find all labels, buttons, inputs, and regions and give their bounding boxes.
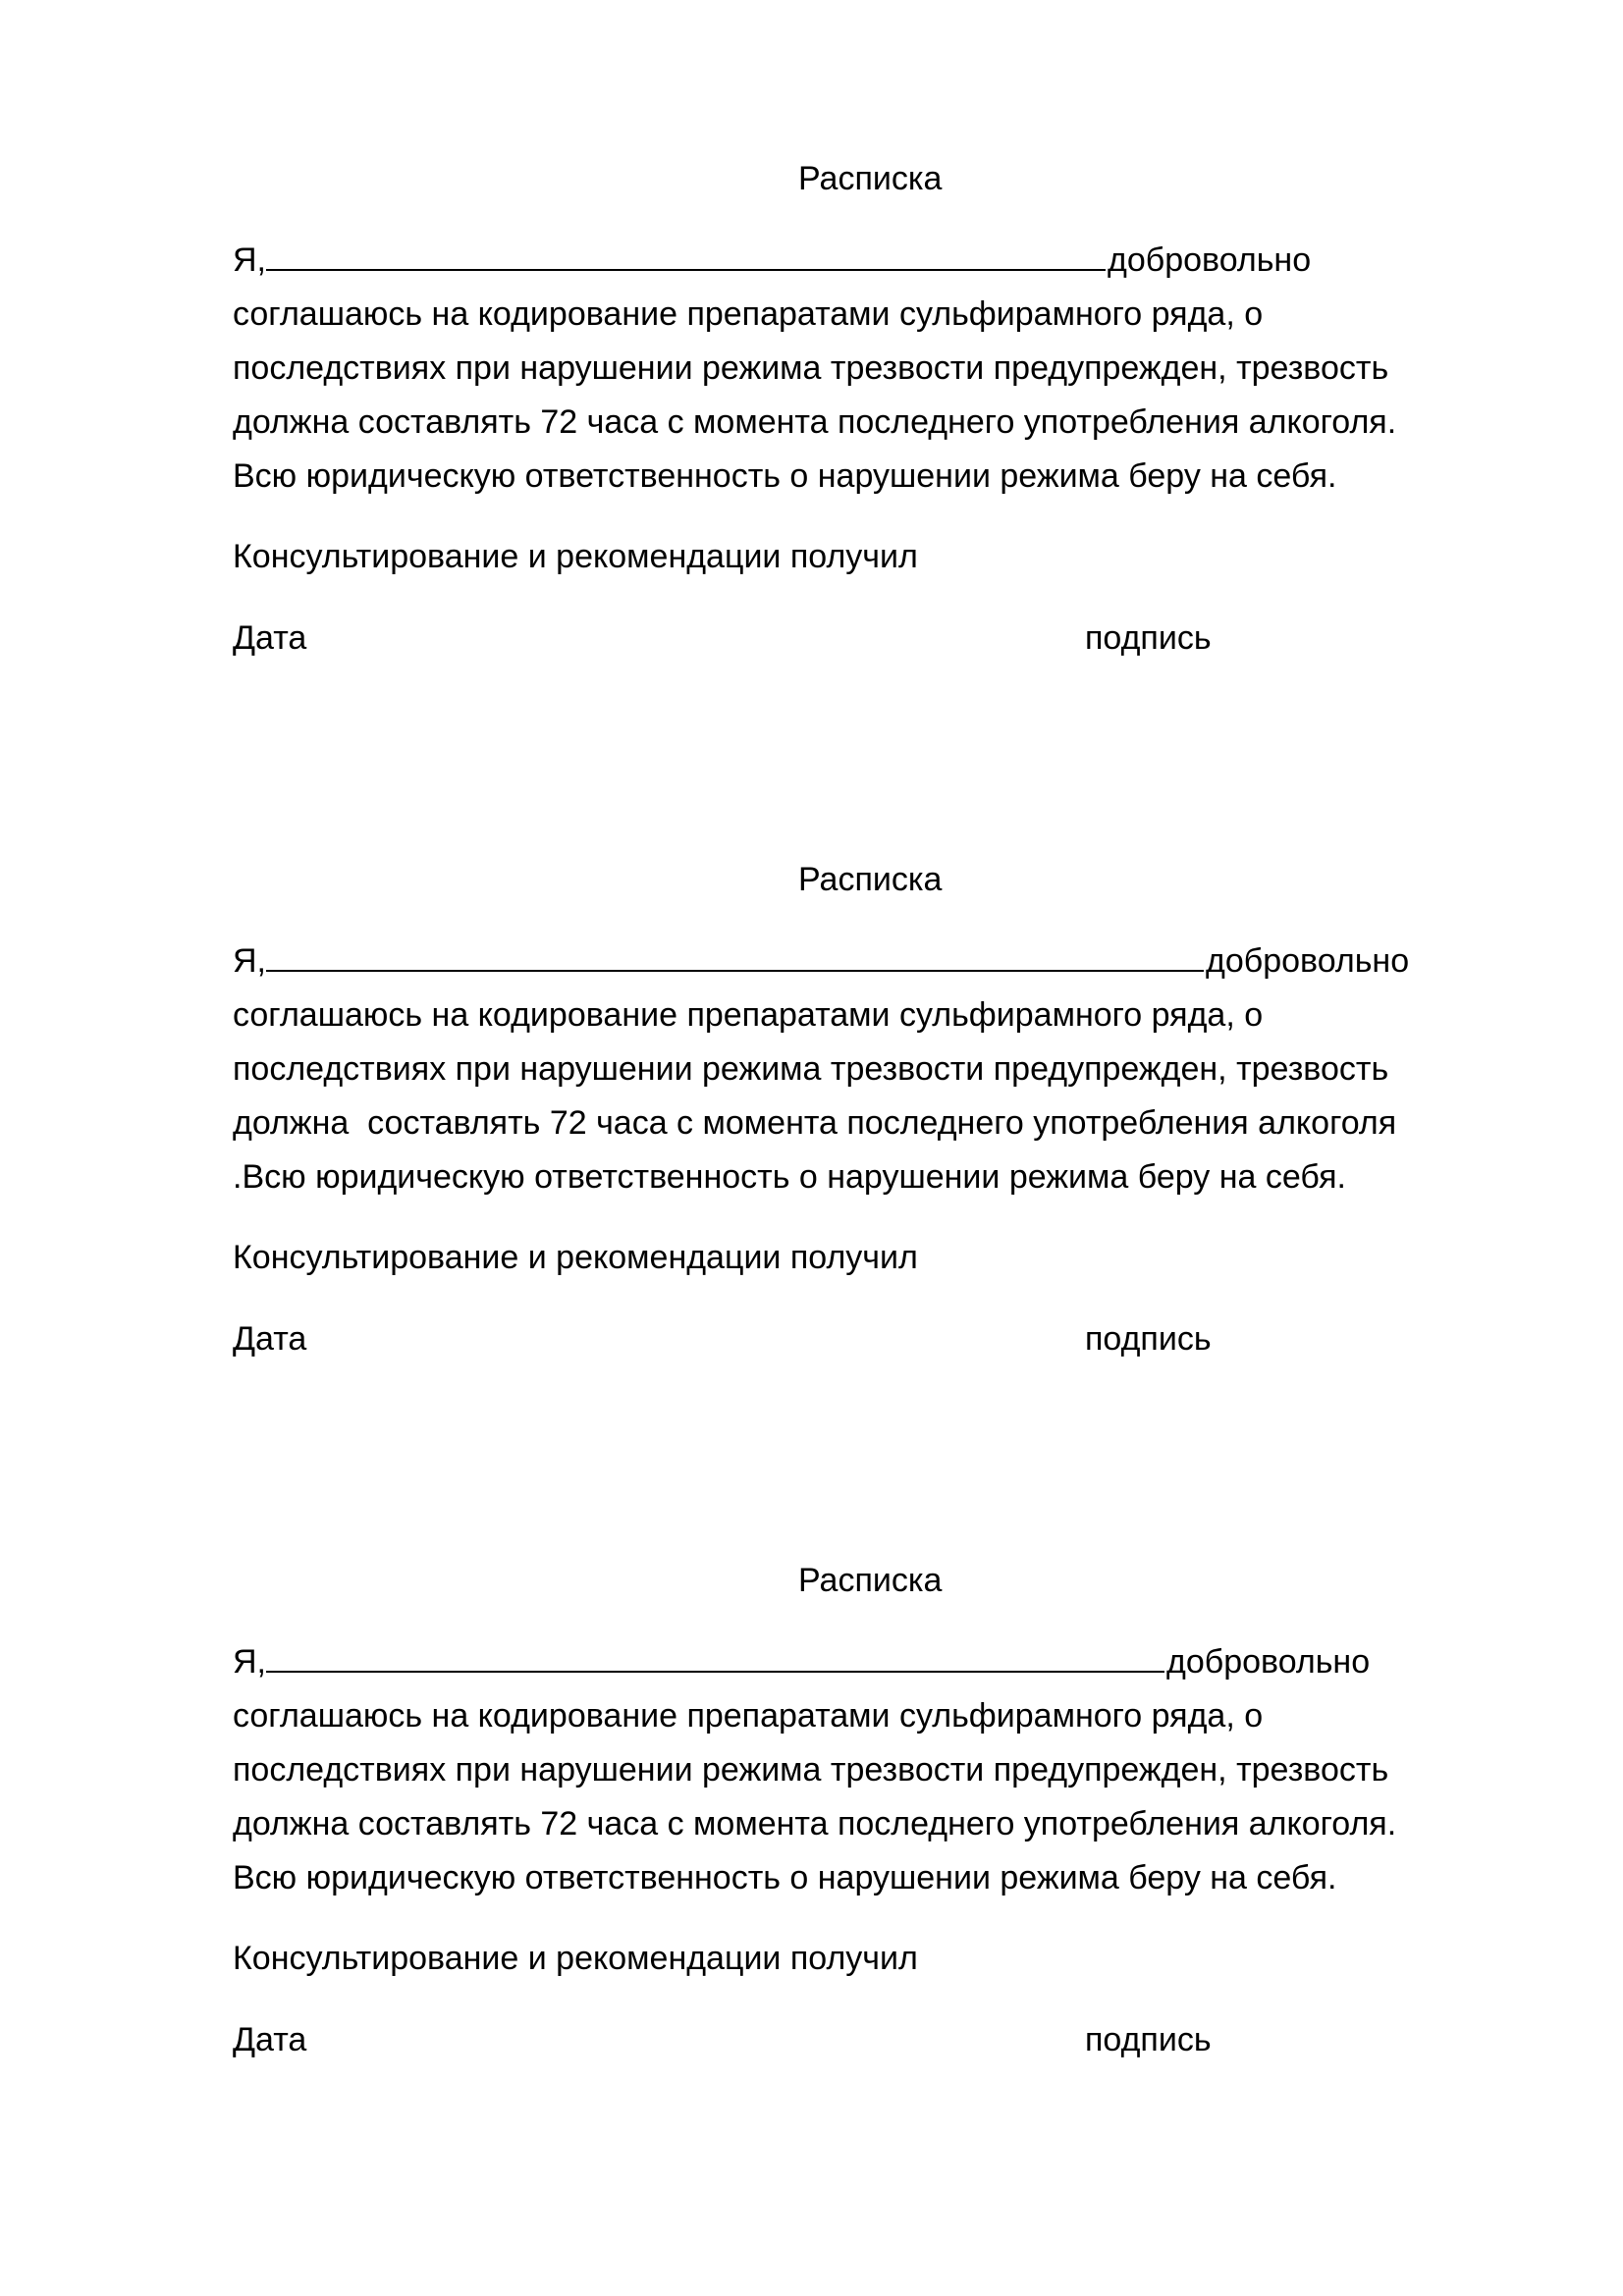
date-label: Дата xyxy=(233,2021,307,2058)
consultation-line: Консультирование и рекомендации получил xyxy=(233,1940,918,1977)
name-suffix: добровольно xyxy=(1108,241,1312,279)
body-line: должна составлять 72 часа с момента последнего употребления алкоголя. xyxy=(233,403,1397,441)
body-line: Всю юридическую ответственность о нарушении режима беру на себя. xyxy=(233,1859,1337,1896)
signature-label: подпись xyxy=(1085,619,1212,657)
name-blank-line xyxy=(266,936,1204,972)
body-line: последствиях при нарушении режима трезвости предупрежден, трезвость xyxy=(233,1751,1389,1789)
receipt-body xyxy=(233,234,1509,504)
receipt-footer xyxy=(233,1312,1313,1366)
signature-label: подпись xyxy=(1085,2021,1212,2058)
name-suffix: добровольно xyxy=(1206,942,1410,980)
signature-label: подпись xyxy=(1085,1320,1212,1358)
body-line: соглашаюсь на кодирование препаратами сульфирамного ряда, о xyxy=(233,996,1264,1034)
consultation-line: Консультирование и рекомендации получил xyxy=(233,538,918,575)
receipt-title: Расписка xyxy=(798,861,943,898)
name-prefix: Я, xyxy=(233,942,266,980)
name-prefix: Я, xyxy=(233,1643,266,1681)
body-line: соглашаюсь на кодирование препаратами сульфирамного ряда, о xyxy=(233,295,1264,333)
date-label: Дата xyxy=(233,1320,307,1358)
receipt-footer xyxy=(233,612,1313,666)
receipt-footer xyxy=(233,2013,1313,2067)
name-line xyxy=(233,934,1509,988)
body-line: Всю юридическую ответственность о нарушении режима беру на себя. xyxy=(233,457,1337,495)
body-line: должна составлять 72 часа с момента последнего употребления алкоголя xyxy=(233,1104,1397,1142)
name-blank-line xyxy=(266,236,1106,271)
name-suffix: добровольно xyxy=(1166,1643,1371,1681)
body-line: соглашаюсь на кодирование препаратами сульфирамного ряда, о xyxy=(233,1697,1264,1735)
name-prefix: Я, xyxy=(233,241,266,279)
name-line xyxy=(233,234,1509,288)
name-blank-line xyxy=(266,1637,1164,1673)
consultation-line: Консультирование и рекомендации получил xyxy=(233,1239,918,1276)
body-line: последствиях при нарушении режима трезвости предупрежден, трезвость xyxy=(233,1050,1389,1088)
body-line: последствиях при нарушении режима трезвости предупрежден, трезвость xyxy=(233,349,1389,387)
receipt-body xyxy=(233,934,1509,1204)
receipt-title: Расписка xyxy=(798,160,943,197)
date-label: Дата xyxy=(233,619,307,657)
body-line: .Всю юридическую ответственность о нарушении режима беру на себя. xyxy=(233,1158,1346,1196)
name-line xyxy=(233,1635,1509,1689)
receipt-title: Расписка xyxy=(798,1562,943,1599)
receipt-body xyxy=(233,1635,1509,1905)
body-line: должна составлять 72 часа с момента последнего употребления алкоголя. xyxy=(233,1805,1397,1842)
